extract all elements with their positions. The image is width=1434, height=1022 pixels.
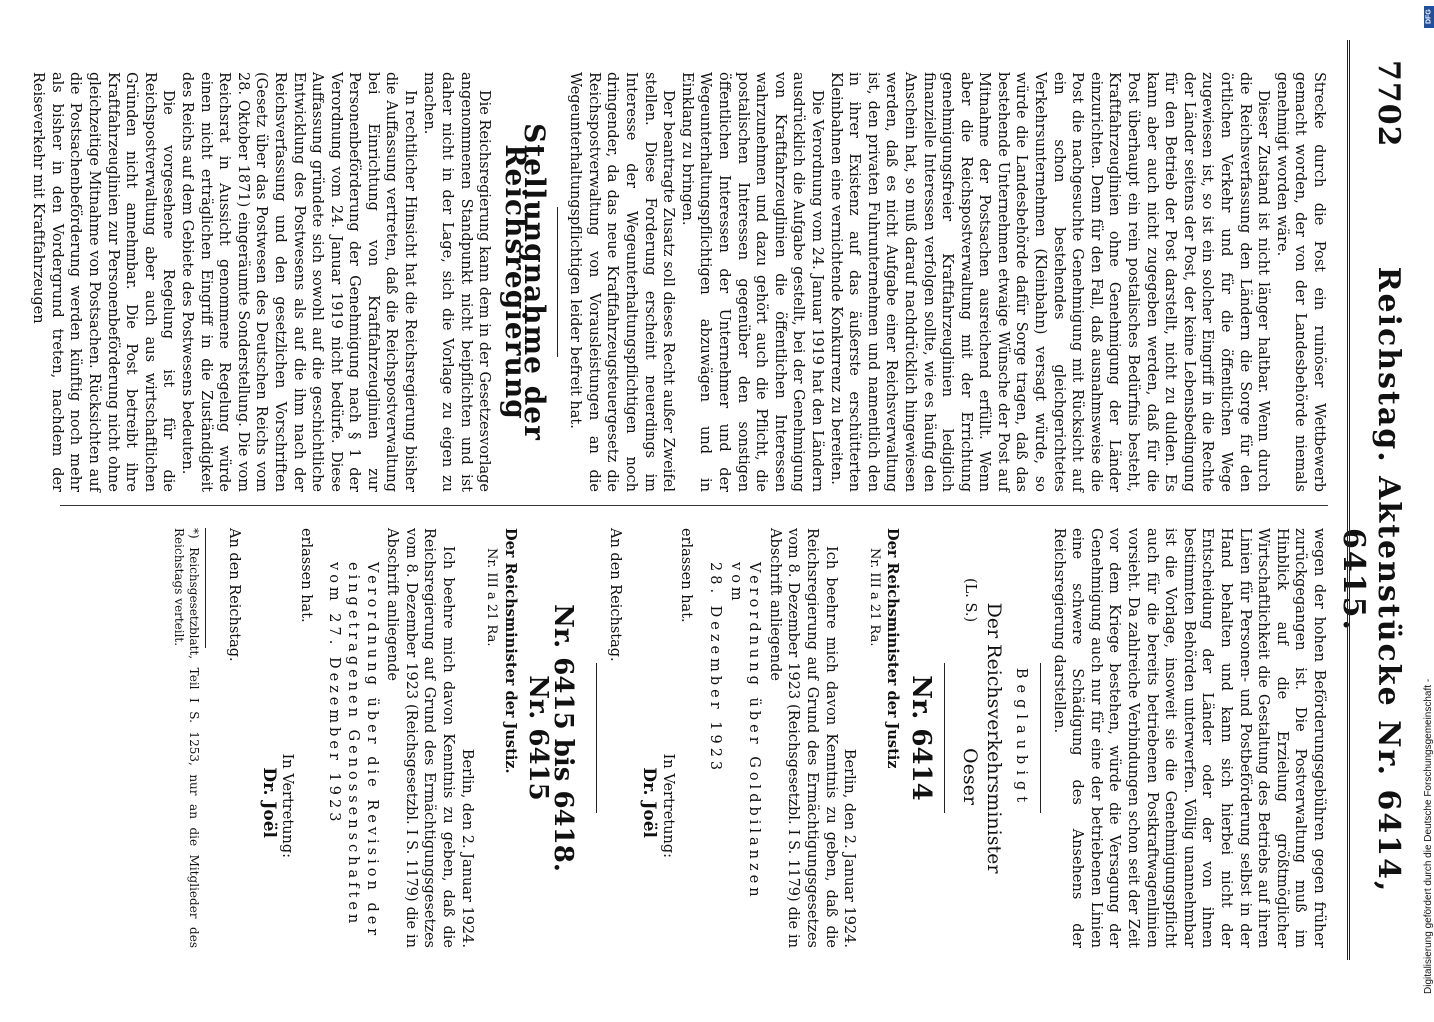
section-rule (557, 207, 558, 357)
seal-mark: (L. S.) (961, 578, 978, 623)
section-rule (1040, 663, 1041, 813)
digitization-credit (1423, 34, 1434, 1022)
file-reference: Nr. III a 21 Ra. (866, 548, 882, 647)
paragraph: Der beantragte Zusatz soll dieses Recht außer Zweifel stellen. Diese Forderung erscheint neuerdings im Interesse der Wegeunterhaltungspflichtigen noch dringender, da das neue Kraftfahrzeugsteuergesetz die Reichspostverwaltung von Vorausleistungen an die Wegeunterhaltungspflichtigen leider befreit hat. (567, 72, 677, 492)
left-column (30, 72, 1328, 492)
paragraph: Ich beehre mich davon Kenntnis zu geben, daß die Reichsregierung auf Grund des Ermächtigungsgesetzes vom 8. Dezember 1923 (Reichsgesetzbl. I S. 1179) die in Abschrift anliegende (384, 528, 457, 948)
seal-line (953, 528, 979, 948)
page-number: 7702 (1371, 60, 1406, 148)
ordinance-title: Verordnung über Goldbilanzen vom (727, 562, 763, 901)
addressee: An den Reichstag. (606, 528, 623, 662)
addressee: An den Reichstag. (226, 528, 243, 662)
signature: Dr. Joël (639, 767, 660, 838)
running-title: Reichstag. Aktenstücke Nr. 6414, 6415. (1336, 266, 1406, 894)
document-number-range: Nr. 6415 bis 6418. (548, 604, 578, 872)
file-reference: Nr. III a 21 Ra. (484, 548, 500, 647)
paragraph: Dieser Zustand ist nicht länger haltbar. Wenn durch die Reichsverfassung den Ländern die Sorge für den örtlichen Verkehr und für die öffentlichen Wege zugewiesen ist, so ist ein solcher Eingriff in die Rechte der Länder seitens der Post, der keine Lebensbedingung für den Betrieb der Post darstellt, nicht zu dulden. Es kann aber auch nicht zugegeben werden, daß für die Post überhaupt ein rein postalisches Bedürfnis besteht, Kraftfahrzeuglinien ohne Genehmigung der Länder einzurichten. Denn für den Fall, daß ausnahmsweise die Post die nachgesuchte Genehmigung mit Rücksicht auf ein schon bestehendes gleichgerichtetes Verkehrsunternehmen (Kleinbahn) versagt würde, so würde die Landesbehörde dafür Sorge tragen, daß das bestehende Unternehmen etwaige Wünsche der Post auf Mitnahme der Postsachen ausreichend erfüllt. Wenn aber die Reichspostverwaltung mit der Errichtung genehmigungsfreier Kraftfahrzeuglinien lediglich finanzielle Interessen verfolgen sollte, wie es häufig den Anschein hat, so muß darauf nachdrücklich hingewiesen werden, daß es nicht Aufgabe einer Reichsverwaltung ist, den privaten Fuhrunternehmen und namentlich den in ihrer Existenz auf das äußerste erschütterten Kleinbahnen eine vernichtende Konkurrenz zu bereiten. (827, 72, 1272, 492)
section-heading: Stellungnahme der Reichsregierung (499, 123, 551, 441)
dfg-logo: DFG (1424, 6, 1434, 28)
closing-line: erlassen hat. (678, 528, 695, 623)
sender-ministry: Der Reichsminister der Justiz. (501, 528, 519, 774)
minister-title: Der Reichsverkehrsminister (983, 602, 1006, 874)
document-number: Nr. 6415 (523, 675, 554, 801)
page-header (1336, 60, 1412, 940)
paragraph: wegen der hohen Beförderungsgebühren gegen früher zurückgegangen ist. Die Postverwaltung muß im Hinblick auf die Erzielung größtmöglicher Wirtschaftlichkeit die Gestaltung des Betriebs auf ihren Linien für Personen- und Postbeförderung selbst in der Hand behalten und kann sich hierbei nicht der Entscheidung der Länder oder der von ihnen bestimmten Behörden unterwerfen. Völlig unannehmbar ist die Vorlage, insoweit sie die Genehmigungspflicht auch für die bereits betriebenen Postkraftwagenlinien vorsieht. Da zahlreiche Verbindungen schon seit der Zeit vor dem Kriege bestehen, würde die Versagung der Genehmigung auch nur für eine der betriebenen Linien eine schwere Schädigung des Ansehens der Reichsregierung darstellen. (1050, 528, 1327, 948)
deputy-label: In Vertretung: (659, 753, 676, 858)
sender-ministry: Der Reichsminister der Justiz (884, 528, 902, 769)
paragraph: Ich beehre mich davon Kenntnis zu geben, daß die Reichsregierung auf Grund des Ermächtigungsgesetzes vom 8. Dezember 1923 (Reichsgesetzbl. I S. 1179) die in Abschrift anliegende (766, 528, 839, 948)
column-divider (60, 505, 1328, 506)
paragraph: Die Reichsregierung kann dem in der Gesetzesvorlage angenommenen Standpunkt nicht beipflichten und ist daher nicht in der Lage, sich die Vorlage zu eigen zu machen. (420, 72, 493, 492)
header-rule (1347, 40, 1350, 960)
date-line: Berlin, den 2. Januar 1924. (841, 748, 858, 948)
section-rule (944, 663, 945, 813)
paragraph: Die vorgesehene Regelung ist für die Reichspostverwaltung aber auch aus wirtschaftlichen Gründen nicht annehmbar. Die Post betreibt ihre Kraftfahrzeuglinien zur Personenbeförderung nicht ohne gleichzeitige Mitnahme von Postsachen. Rücksichten auf die Postsachenbeförderung werden künftig noch mehr als bisher in den Vordergrund treten, nachdem der Reiseverkehr mit Kraftfahrzeugen (30, 72, 177, 492)
document-number: Nr. 6414 (905, 675, 936, 801)
certification-label: Beglaubigt (1013, 667, 1030, 809)
credit-text: Digitalisierung gefördert durch die Deutsche Forschungsgemeinschaft - (1423, 678, 1434, 994)
section-rule (596, 663, 597, 813)
paragraph: In rechtlicher Hinsicht hat die Reichsregierung bisher die Auffassung vertreten, daß die Reichspostverwaltung bei Einrichtung von Kraftfahrzeuglinien zur Personenbeförderung der Genehmigung nach § 1 der Verordnung vom 24. Januar 1919 nicht bedürfe. Diese Auffassung gründete sich sowohl auf die geschichtliche Entwicklung des Postwesens als auf die ihm nach der Reichsverfassung und den gesetzlichen Vorschriften (Gesetz über das Postwesen des Deutschen Reichs vom 28. Oktober 1871) eingeräumte Sonderstellung. Die vom Reichsrat in Aussicht genommene Regelung würde einen nicht erträglichen Eingriff in die Zuständigkeit des Reichs auf dem Gebiete des Postwesens bedeuten. (178, 72, 419, 492)
footnote-rule (206, 528, 207, 648)
signature: Dr. Joël (258, 767, 279, 838)
closing-line: erlassen hat. (297, 528, 314, 623)
paragraph: Strecke durch die Post ein ruinöser Wettbewerb gemacht worden, der von der Landesbehörde niemals genehmigt worden wäre. (1273, 72, 1327, 492)
ordinance-date: 28. Dezember 1923 (706, 562, 723, 775)
minister-name: Oeser (958, 748, 981, 805)
footnote: *) Reichsgesetzblatt, Teil I S. 1253, nur an die Mitglieder des Reichstags verteilt. (172, 528, 202, 948)
paragraph: Die Verordnung vom 24. Januar 1919 hat den Ländern ausdrücklich die Aufgabe gestellt, bei der Genehmigung von Kraftfahrzeuglinien die öffentlichen Interessen wahrzunehmen und dazu gehört auch die Pflicht, die postalischen Interessen gegenüber den sonstigen öffentlichen Interessen der Unternehmer und der Wegeunterhaltungspflichtigen abzuwägen und in Einklang zu bringen. (678, 72, 825, 492)
deputy-label: In Vertretung: (279, 753, 296, 858)
right-column (60, 528, 1328, 948)
ordinance-title: Verordnung über die Revision der eingetragenen Genossenschaften vom 27. Dezember 1923 (326, 562, 380, 940)
date-line: Berlin, den 2. Januar 1924. (458, 748, 475, 948)
